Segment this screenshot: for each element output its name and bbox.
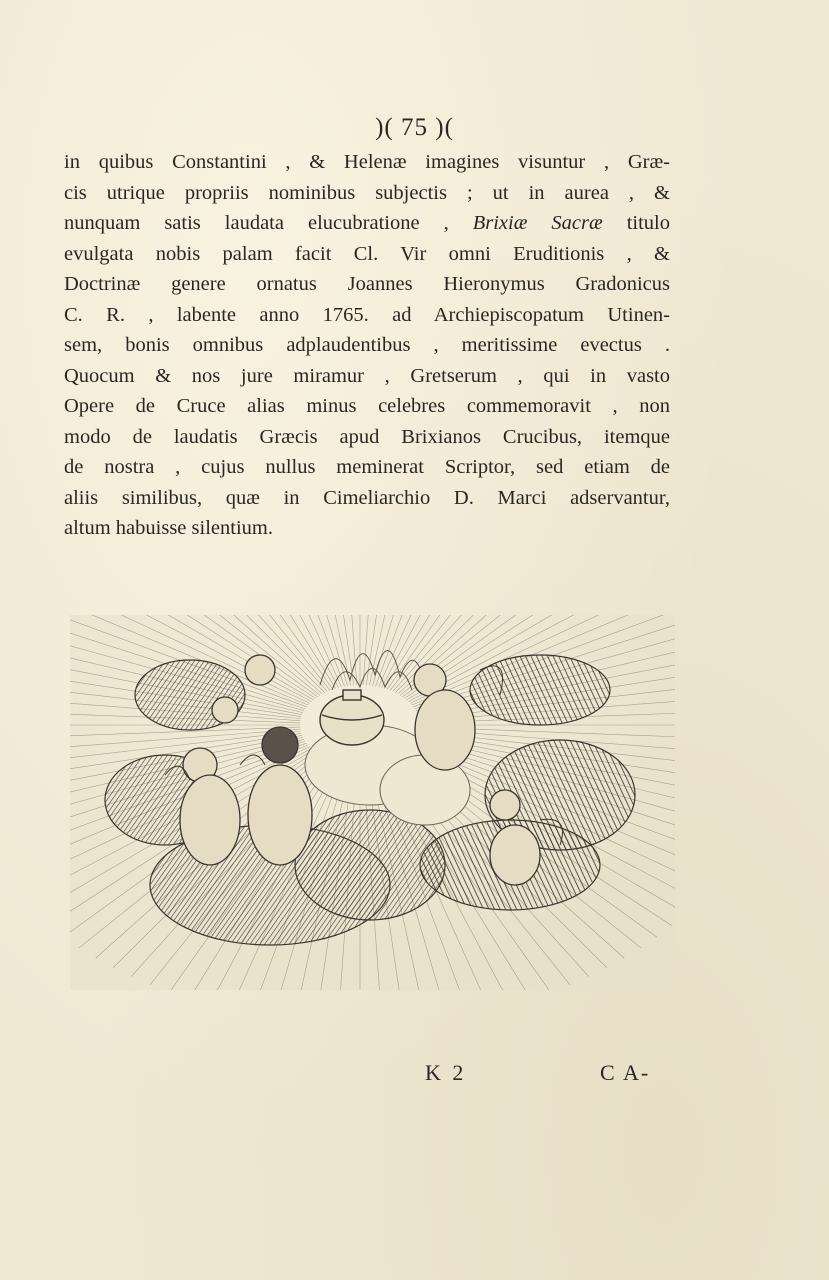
- text-line: Doctrinæ genere ornatus Joannes Hieronymus Gradonicus: [64, 273, 670, 295]
- text-line: cis utrique propriis nominibus subjectis ; ut in aurea , &: [64, 181, 670, 204]
- signature-mark: K 2: [425, 1060, 467, 1085]
- text-line: in quibus Constantini , & Helenæ imagines visuntur , Græ-: [64, 151, 670, 173]
- page-header: )( 75 )(: [375, 114, 454, 141]
- body-text: [64, 147, 670, 544]
- text-line: aliis similibus, quæ in Cimeliarchio D. Marci adservantur,: [64, 486, 670, 509]
- text-line: de nostra , cujus nullus meminerat Scriptor, sed etiam de: [64, 456, 670, 478]
- text-line-start: nunquam satis laudata elucubratione ,: [64, 212, 449, 234]
- text-line-end: titulo: [626, 212, 670, 234]
- italic-title: Brixiæ Sacræ: [472, 212, 603, 234]
- text-line: [64, 208, 670, 239]
- catchword: C A-: [600, 1060, 651, 1085]
- text-line: evulgata nobis palam facit Cl. Vir omni Eruditionis , &: [64, 242, 670, 265]
- text-line: sem, bonis omnibus adplaudentibus , meritissime evectus .: [64, 334, 670, 356]
- text-line: modo de laudatis Græcis apud Brixianos Crucibus, itemque: [64, 425, 670, 448]
- text-line: Quocum & nos jure miramur , Gretserum , qui in vasto: [64, 364, 670, 387]
- text-line: altum habuisse silentium.: [64, 517, 273, 539]
- engraved-vignette: [70, 615, 675, 990]
- text-line: Opere de Cruce alias minus celebres commemoravit , non: [64, 395, 670, 417]
- text-line: C. R. , labente anno 1765. ad Archiepiscopatum Utinen-: [64, 303, 670, 326]
